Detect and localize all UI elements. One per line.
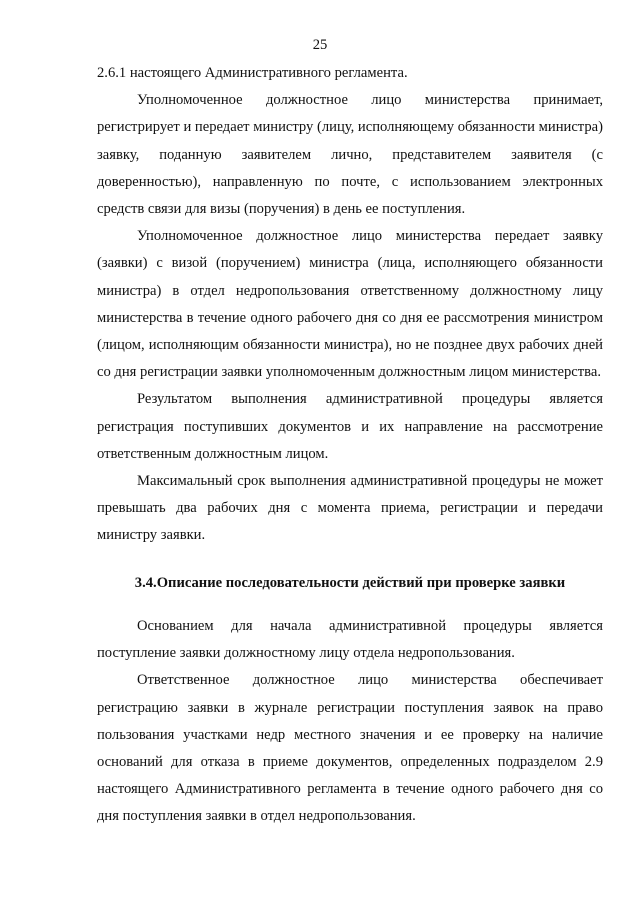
paragraph: Уполномоченное должностное лицо министерства передает заявку (заявки) с визой (поручением) министра (лица, исполняющего обязанности министра) в отдел недропользования ответственному должностному лицу министерства в течение одного рабочего дня со дня ее рассмотрения министром (лицом, исполняющим обязанности министра), но не позднее двух рабочих дней со дня регистрации заявки уполномоченным должностным лицом министерства. xyxy=(97,228,603,381)
paragraph: Ответственное должностное лицо министерства обеспечивает регистрацию заявки в журнале регистрации поступления заявок на право пользования участками недр местного значения и ее проверку на наличие оснований для отказа в приеме документов, определенных подразделом 2.9 настоящего Административного регламента в течение одного рабочего дня со дня поступления заявки в отдел недропользования. xyxy=(97,672,603,825)
paragraph: 2.6.1 настоящего Административного регламента. xyxy=(97,65,408,81)
page-number: 25 xyxy=(312,37,328,53)
paragraph: Результатом выполнения административной процедуры является регистрация поступивших документов и их направление на рассмотрение ответственным должностным лицом. xyxy=(97,391,603,462)
top-text-block xyxy=(97,60,603,550)
paragraph: Основанием для начала административной процедуры является поступление заявки должностному лицу отдела недропользования. xyxy=(97,618,603,662)
paragraph: Максимальный срок выполнения административной процедуры не может превышать два рабочих дня с момента приема, регистрации и передачи министру заявки. xyxy=(97,473,603,544)
bottom-text-block xyxy=(97,613,603,831)
paragraph: Уполномоченное должностное лицо министерства принимает, регистрирует и передает министру (лицу, исполняющему обязанности министра) заявку, поданную заявителем лично, представителем заявителя (с доверенностью), направленную по почте, с использованием электронных средств связи для визы (поручения) в день ее поступления. xyxy=(97,92,603,218)
section-heading: 3.4.Описание последовательности действий при проверке заявки xyxy=(134,575,566,591)
